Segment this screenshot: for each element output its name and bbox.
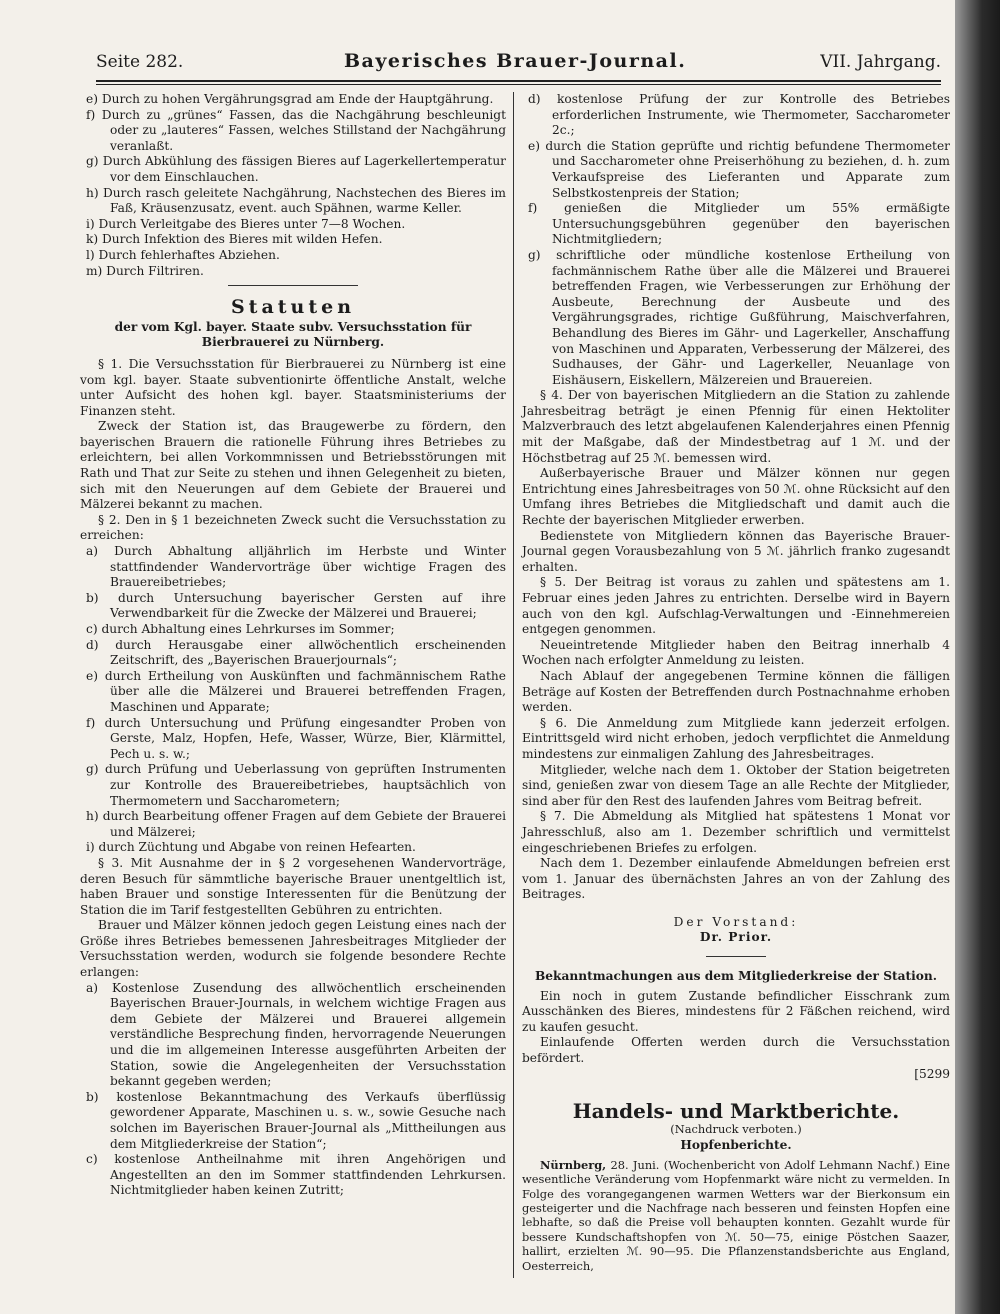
list-item: e) Durch zu hohen Vergährungsgrad am Ende der Hauptgährung. xyxy=(86,92,494,106)
list-item: a) Durch Abhaltung alljährlich im Herbste und Winter stattfindender Wandervorträge über wichtige Fragen des Brauereibetriebes; xyxy=(86,544,506,590)
paragraph: § 7. Die Abmeldung als Mitglied hat spätestens 1 Monat vor Jahresschluß, also am 1. Dezember schriftlich und vermittelst eingeschriebenen Briefes zu erfolgen. xyxy=(522,809,950,855)
list-item: g) schriftliche oder mündliche kostenlose Ertheilung von fachmännischem Rathe über alle die Mälzerei und Brauerei betreffenden Fragen, wie Verbesserungen zur Erhöhung der Ausbeute, Berechnung der Ausbeute und des Vergährungsgrades, richtige Gußführung, Maischverfahren, Behandlung des Bieres im Gähr- und Lagerkeller, Anschaffung von Maschinen und Apparaten, Verbesserung der Mälzerei, des Sudhauses, der Gähr- und Lagerkeller, Neuanlage von Eishäusern, Eiskellern, Mälzereien und Brauereien. xyxy=(528,247,950,387)
column-divider xyxy=(513,92,514,1278)
reprint-note: (Nachdruck verboten.) xyxy=(670,1121,802,1136)
page-number: Seite 282. xyxy=(96,52,184,72)
right-column xyxy=(522,92,950,1273)
notice-paragraph: Ein noch in gutem Zustande befindlicher Eisschrank zum Ausschänken des Bieres, mindestens für 2 Fäßchen reichend, wird zu kaufen gesucht. xyxy=(522,988,950,1034)
list-item: k) Durch Infektion des Bieres mit wilden Hefen. xyxy=(86,232,383,247)
notice-title: Bekanntmachungen aus dem Mitgliederkreise der Station. xyxy=(534,969,938,984)
paragraph: Bedienstete von Mitgliedern können das Bayerische Brauer-Journal gegen Vorausbezahlung von 5 ℳ. jährlich franko zugesandt erhalten. xyxy=(522,528,950,574)
journal-title: Bayerisches Brauer-Journal. xyxy=(344,50,687,72)
report-text: 28. Juni. (Wochenbericht von Adolf Lehmann Nachf.) Eine wesentliche Veränderung vom Hopfenmarkt wäre nicht zu vermelden. In Folge des vorangegangenen warmen Wetters war der Bierkonsum ein gesteigerter und die Nachfrage nach besseren und feinsten Hopfen eine lebhafte, so daß die Preise voll behaupten konnten. Gezahlt wurde für bessere Kundschaftshopfen von ℳ. 50—75, einige Pöstchen Saazer, hallirt, erzielten ℳ. 90—95. Die Pflanzenstandsberichte aus England, Oesterreich, xyxy=(522,1157,950,1273)
list-item: i) durch Züchtung und Abgabe von reinen Hefearten. xyxy=(86,840,416,855)
signature-role: Der Vorstand: xyxy=(673,914,799,929)
section-divider xyxy=(706,956,766,957)
list-item: m) Durch Filtriren. xyxy=(86,263,204,278)
list-item: a) Kostenlose Zusendung des allwöchentlich erscheinenden Bayerischen Brauer-Journals, in welchem wichtige Fragen aus dem Gebiete der Mälzerei und Brauerei allgemein verständliche Besprechung finden, hervorragende Neuerungen und die im allgemeinen Interesse ausgeführten Arbeiten der Station, sowie die Angelegenheiten der Versuchsstation bekannt gegeben werden; xyxy=(86,980,506,1089)
hop-reports-title: Hopfenberichte. xyxy=(680,1138,792,1153)
list-item: g) Durch Abkühlung des fässigen Bieres auf Lagerkellertemperatur vor dem Einschlauchen. xyxy=(86,154,506,184)
page-header xyxy=(96,46,941,76)
list-item: g) durch Prüfung und Ueberlassung von geprüften Instrumenten zur Kontrolle des Brauereibetriebes, hauptsächlich von Thermometern und Saccharometern; xyxy=(86,762,506,808)
hop-report-paragraph xyxy=(522,1158,950,1273)
paragraph: Nach Ablauf der angegebenen Termine können die fälligen Beträge auf Kosten der Betreffenden durch Postnachnahme erhoben werden. xyxy=(522,668,950,715)
paragraph: § 1. Die Versuchsstation für Bierbrauerei zu Nürnberg ist eine vom kgl. bayer. Staate subventionirte öffentliche Anstalt, welche unter Aufsicht des hohen kgl. bayer. Staatsministeriums der Finanzen steht. xyxy=(80,356,506,418)
list-item: e) durch die Station geprüfte und richtig befundene Thermometer und Saccharometer ohne Preiserhöhung zu beziehen, d. h. zum Verkaufspreise des Lieferanten und Apparate zum Selbstkostenpreis der Station; xyxy=(528,138,950,200)
list-item: c) kostenlose Antheilnahme mit ihren Angehörigen und Angestellten an den im Sommer stattfindenden Lehrkursen. Nichtmitglieder haben keinen Zutritt; xyxy=(86,1152,506,1198)
signature-block xyxy=(522,915,950,946)
paragraph: § 2. Den in § 1 bezeichneten Zweck sucht die Versuchsstation zu erreichen: xyxy=(80,512,506,543)
notice-paragraph: Einlaufende Offerten werden durch die Versuchsstation befördert. xyxy=(522,1035,950,1066)
paragraph: Mitglieder, welche nach dem 1. Oktober der Station beigetreten sind, genießen zwar von diesem Tage an alle Rechte der Mitglieder, sind aber für den Rest des laufenden Jahres vom Beitrag befreit. xyxy=(522,762,950,808)
list-item: l) Durch fehlerhaftes Abziehen. xyxy=(86,247,280,262)
list-item: f) durch Untersuchung und Prüfung eingesandter Proben von Gerste, Malz, Hopfen, Hefe, Wasser, Würze, Bier, Klärmittel, Pech u. s. w.; xyxy=(86,715,506,761)
header-rule xyxy=(96,80,941,82)
statutes-title: Statuten xyxy=(230,296,356,319)
list-item: c) durch Abhaltung eines Lehrkurses im Sommer; xyxy=(86,622,395,636)
report-place: Nürnberg, xyxy=(540,1157,607,1172)
paragraph: Außerbayerische Brauer und Mälzer können nur gegen Entrichtung eines Jahresbeitrages von 50 ℳ. ohne Rücksicht auf den Umfang ihres Betriebes die Mitgliedschaft und damit auch die Rechte der bayerischen Mitglieder erwerben. xyxy=(522,466,950,528)
list-item: f) Durch zu „grünes“ Fassen, das die Nachgährung beschleunigt oder zu „lauteres“ Fassen, welches Stillstand der Nachgährung veranlaßt. xyxy=(86,107,506,153)
list-item: d) kostenlose Prüfung der zur Kontrolle des Betriebes erforderlichen Instrumente, wie Thermometer, Saccharometer 2c.; xyxy=(528,92,950,138)
paragraph: Neueintretende Mitglieder haben den Beitrag innerhalb 4 Wochen nach erfolgter Anmeldung zu leisten. xyxy=(522,637,950,668)
section-divider xyxy=(228,285,358,286)
paragraph: Zweck der Station ist, das Braugewerbe zu fördern, den bayerischen Brauern die rationelle Führung ihres Betriebes zu erleichtern, bei allen Vorkommnissen und Betriebsstörungen mit Rath und That zur Seite zu stehen und ihnen Gelegenheit zu bieten, sich mit den Neuerungen auf dem Gebiete der Brauerei und Mälzerei bekannt zu machen. xyxy=(80,419,506,512)
volume-year: VII. Jahrgang. xyxy=(820,52,941,72)
paragraph: Brauer und Mälzer können jedoch gegen Leistung eines nach der Größe ihres Betriebes bemessenen Jahresbeitrages Mitglieder der Versuchsstation werden, wodurch sie folgende besondere Rechte erlangen: xyxy=(80,918,506,980)
paragraph: Nach dem 1. Dezember einlaufende Abmeldungen befreien erst vom 1. Januar des übernächsten Jahres an von der Zahlung des Beitrages. xyxy=(522,856,950,902)
paragraph: § 6. Die Anmeldung zum Mitgliede kann jederzeit erfolgen. Eintrittsgeld wird nicht erhoben, jedoch verpflichtet die Anmeldung mindestens zur einmaligen Zahlung des Jahresbeitrages. xyxy=(522,715,950,761)
notice-number: [5299 xyxy=(914,1066,950,1081)
left-column xyxy=(80,92,506,1199)
market-reports-title: Handels- und Marktberichte. xyxy=(572,1099,900,1124)
list-item: d) durch Herausgabe einer allwöchentlich erscheinenden Zeitschrift, des „Bayerischen Brauerjournals“; xyxy=(86,637,506,668)
list-item: f) genießen die Mitglieder um 55% ermäßigte Untersuchungsgebühren gegenüber den bayerischen Nichtmitgliedern; xyxy=(528,201,950,247)
paragraph: § 3. Mit Ausnahme der in § 2 vorgesehenen Wandervorträge, deren Besuch für sämmtliche bayerische Brauer unentgeltlich ist, haben Brauer und sonstige Interessenten für die Benützung der Station die im Tarif festgestellten Gebühren zu entrichten. xyxy=(80,855,506,917)
statutes-subtitle: der vom Kgl. bayer. Staate subv. Versuchsstation für Bierbrauerei zu Nürnberg. xyxy=(114,319,472,350)
list-item: e) durch Ertheilung von Auskünften und fachmännischem Rathe über alle die Mälzerei und Brauerei betreffenden Fragen, Maschinen und Apparate; xyxy=(86,668,506,714)
list-item: h) Durch rasch geleitete Nachgährung, Nachstechen des Bieres im Faß, Kräusenzusatz, event. auch Späһnen, warme Keller. xyxy=(86,185,506,216)
list-item: b) kostenlose Bekanntmachung des Verkaufs überflüssig gewordener Apparate, Maschinen u. s. w., sowie Gesuche nach solchen im Bayerischen Brauer-Journal als „Mittheilungen aus dem Mitgliederkreise der Station“; xyxy=(86,1089,506,1151)
header-rule-thin xyxy=(96,84,941,85)
binding-edge xyxy=(955,0,1000,1314)
signature-name: Dr. Prior. xyxy=(699,930,773,945)
paragraph: § 5. Der Beitrag ist voraus zu zahlen und spätestens am 1. Februar eines jeden Jahres zu entrichten. Derselbe wird in Bayern auch von den kgl. Aufschlag-Verwaltungen und -Einnehmereien entgegen genommen. xyxy=(522,575,950,637)
list-item: i) Durch Verleitgabe des Bieres unter 7—8 Wochen. xyxy=(86,216,406,231)
list-item: h) durch Bearbeitung offener Fragen auf dem Gebiete der Brauerei und Mälzerei; xyxy=(86,809,506,839)
paragraph: § 4. Der von bayerischen Mitgliedern an die Station zu zahlende Jahresbeitrag beträgt je einen Pfennig für einen Hektoliter Malzverbrauch des letzt abgelaufenen Kalenderjahres einen Pfennig mit der Maßgabe, daß der Mindestbetrag auf 1 ℳ. und der Höchstbetrag auf 25 ℳ. bemessen wird. xyxy=(522,388,950,465)
list-item: b) durch Untersuchung bayerischer Gersten auf ihre Verwendbarkeit für die Zwecke der Mälzerei und Brauerei; xyxy=(86,590,506,621)
